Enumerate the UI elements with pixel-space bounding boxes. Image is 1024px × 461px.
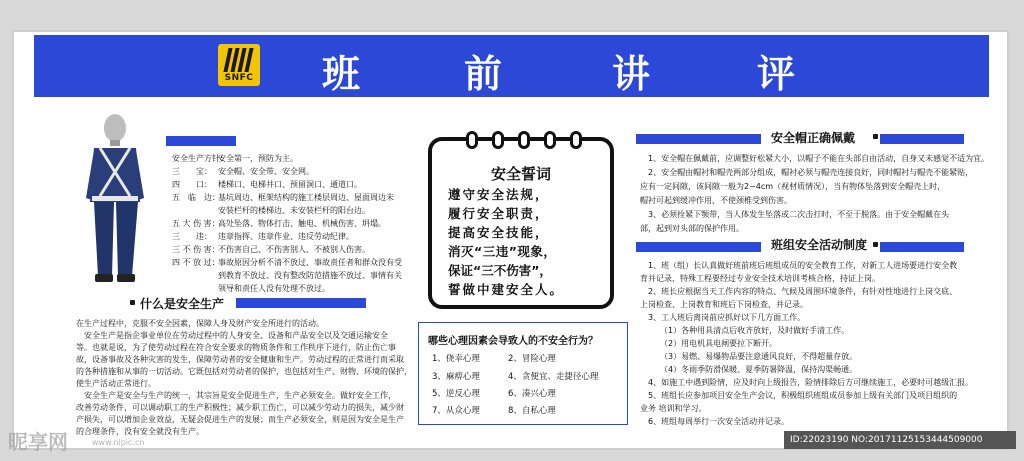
paragraph-line: 2、班长应根据当天工作内容的特点、气候及周围环境条件，有针对性地进行上岗交底、 — [648, 287, 958, 296]
principle-row: 三 违： 违章指挥、违章作业、违反劳动纪律。 — [172, 232, 354, 241]
psychology-item: 3、麻痹心理 — [432, 372, 480, 382]
paragraph-line: 帽衬可起到缓冲作用，不使颈椎受到伤害。 — [640, 196, 792, 205]
paragraph-line: 5、班组长应参加项目安全生产会议，积极组织班组成员参加上级有关部门及项目组织的 — [648, 391, 958, 400]
paragraph-line: （1）各种用具清点后收齐放好，及时做好手清工作。 — [660, 326, 850, 335]
paragraph-line: 使生产活动正常进行。 — [76, 379, 156, 388]
oath-line: 遵守安全法规， — [448, 187, 550, 202]
paragraph-line: （3）易燃、易爆物品要注意通风良好，不得超量存放。 — [660, 352, 858, 361]
principle-row: 到教育不放过、没有整改防范措施不放过、事情有关 — [218, 271, 402, 280]
oath-line: 消灭“三违”现象， — [448, 244, 557, 259]
section-bar — [880, 242, 964, 252]
paragraph-line: （2）用电机具电闸要拉下断开。 — [660, 339, 778, 348]
section-bullet — [873, 134, 878, 139]
section-bar — [636, 242, 761, 252]
paragraph-line: 1、班（组）长认真做好班前班后班组成员的安全教育工作，对新工人进场要进行安全教 — [648, 261, 958, 270]
principle-row: 四 口： 楼梯口、电梯井口、预留洞口、通道口。 — [172, 180, 362, 189]
binder-ring — [492, 131, 504, 149]
principle-row: 五 临 边：基坑周边、框架结构的施工楼层周边、屋面周边未 — [172, 193, 394, 202]
psychology-item: 1、侥幸心理 — [432, 354, 480, 364]
binder-ring — [570, 131, 582, 149]
psychology-item: 4、贪便宜、走捷径心理 — [508, 372, 599, 382]
paragraph-line: 2、安全帽由帽衬和帽壳两部分组成，帽衬必须与帽壳连接良好，同时帽衬与帽壳不能紧贴， — [648, 168, 974, 177]
psychology-item: 2、冒险心理 — [508, 354, 556, 364]
title-char: 评 — [757, 52, 796, 96]
principle-row: 领导和责任人没有处理不放过。 — [218, 284, 330, 293]
paragraph-line: 6、班组每周举行一次安全活动并记录。 — [648, 417, 790, 426]
header-banner — [34, 35, 989, 97]
worker-figure-illustration — [82, 110, 148, 288]
title-char: 前 — [464, 52, 503, 96]
logo-stripe — [244, 48, 253, 72]
company-logo — [218, 44, 260, 86]
psychology-title: 哪些心理因素会导致人的不安全行为？ — [428, 336, 598, 347]
paragraph-line: 的各种措施和从事的一切活动。它既包括对劳动者的保护，也包括对生产、财物、环境的保护， — [76, 367, 412, 376]
paragraph-line: 应有一定间隙，该间隙一般为2~4cm（视材质情况），当有物体坠落到安全帽壳上时， — [640, 182, 946, 191]
oath-line: 提高安全技能， — [448, 225, 550, 240]
team-title: 班组安全活动制度 — [771, 238, 868, 252]
psychology-item: 6、凑兴心理 — [508, 389, 556, 399]
psychology-item: 8、自私心理 — [508, 406, 556, 416]
paragraph-line: 业务 培训和学习。 — [640, 404, 707, 413]
section-bar — [880, 134, 964, 144]
principle-row: 三 宝： 安全帽、安全带、安全网。 — [172, 167, 314, 176]
oath-line: 履行安全职责， — [448, 206, 550, 221]
paragraph-line: 改善劳动条件，可以调动职工的生产积极性；减少职工伤亡，可以减少劳动力的损失，减少财 — [76, 403, 404, 412]
principle-row: 三 不 伤 害：不伤害自己、不伤害别人、不被别人伤害。 — [172, 245, 370, 254]
principle-row: 四 不 放 过：事故原因分析不清不放过、事故责任者和群众没有受 — [172, 258, 402, 267]
binder-ring — [466, 131, 478, 149]
oath-line: 誓做中建安全人。 — [448, 282, 565, 297]
oath-title: 安全誓词 — [490, 165, 551, 183]
image-id-bar: ID:22023190 NO:20171125153444509000 — [784, 431, 1016, 449]
section-bullet — [873, 242, 878, 247]
what-is-title: 什么是安全生产 — [140, 297, 225, 311]
principle-row: 安全生产方针：安全第一，预防为主。 — [172, 154, 298, 163]
paragraph-line: 部，起到对头部的保护作用。 — [640, 224, 744, 233]
helmet-title: 安全帽正确佩戴 — [771, 131, 856, 145]
paragraph-line: 育并记录，特殊工程要经过专业安全技术培训考核合格，持证上岗。 — [640, 274, 880, 283]
watermark: 昵享网 — [8, 430, 68, 454]
principle-row: 安装栏杆的楼梯边、未安装栏杆的阳台边。 — [218, 206, 370, 215]
paragraph-line: 3、工人班后离岗前应抓好以下几方面工作。 — [648, 313, 806, 322]
paragraph-line: 上岗检查、上岗教育和班后下岗检查，并记录。 — [640, 300, 808, 309]
title-char: 讲 — [612, 52, 651, 96]
psychology-item: 5、逆反心理 — [432, 389, 480, 399]
paragraph-line: （4）冬雨季防滑保暖、夏季防暑降温，保持沟渠畅通。 — [660, 365, 858, 374]
paragraph-line: 故，设备事故及各种灾害的发生，保障劳动者的安全健康和生产。劳动过程的正常进行而采取 — [76, 355, 404, 364]
binder-ring — [518, 131, 530, 149]
section-bar — [166, 136, 236, 146]
paragraph-line: 在生产过程中，克服不安全因素，保障人身及财产安全所进行的活动。 — [76, 319, 324, 328]
principle-row: 五 大 伤 害：高处坠落、物体打击、触电、机械伤害、坍塌。 — [172, 219, 386, 228]
oath-line: 保证“三不伤害”， — [448, 263, 552, 278]
paragraph-line: 等。也就是说，为了使劳动过程在符合安全要求的物质条件和工作秩序下进行，防止伤亡事 — [76, 343, 396, 352]
psychology-item: 7、从众心理 — [432, 406, 480, 416]
safety-oath-card — [428, 137, 614, 309]
watermark-url: www.nipic.cn — [92, 438, 145, 447]
binder-ring — [544, 131, 556, 149]
logo-text: SNFC — [224, 73, 254, 83]
paragraph-line: 4、如施工中遇到险情，应及时向上级报告，险情排除后方可继续施工，必要时可越级汇报。 — [648, 378, 974, 387]
paragraph-line: 1、安全帽在佩戴前，应调整好松紧大小，以帽子不能在头部自由活动，自身又未感觉不适为宜。 — [648, 154, 990, 163]
paragraph-line: 安全生产是安全与生产的统一，其宗旨是安全促进生产，生产必须安全。做好安全工作， — [84, 391, 396, 400]
section-bar — [236, 298, 366, 308]
paragraph-line: 的合理条件，没有安全就没有生产。 — [76, 427, 204, 436]
paragraph-line: 安全生产是指企事业单位在劳动过程中的人身安全、设备和产品安全以及交通运输安全 — [84, 331, 388, 340]
paragraph-line: 产损失，可以增加企业效益，无疑会促进生产的发展；而生产必须安全，则是因为安全是生产 — [76, 415, 404, 424]
section-bar — [636, 134, 761, 144]
section-bullet — [130, 300, 135, 305]
title-char: 班 — [322, 52, 361, 96]
paragraph-line: 3、必须拴紧下颚带，当人体发生坠落或二次击打时，不至于脱落。由于安全帽戴在头 — [648, 210, 950, 219]
